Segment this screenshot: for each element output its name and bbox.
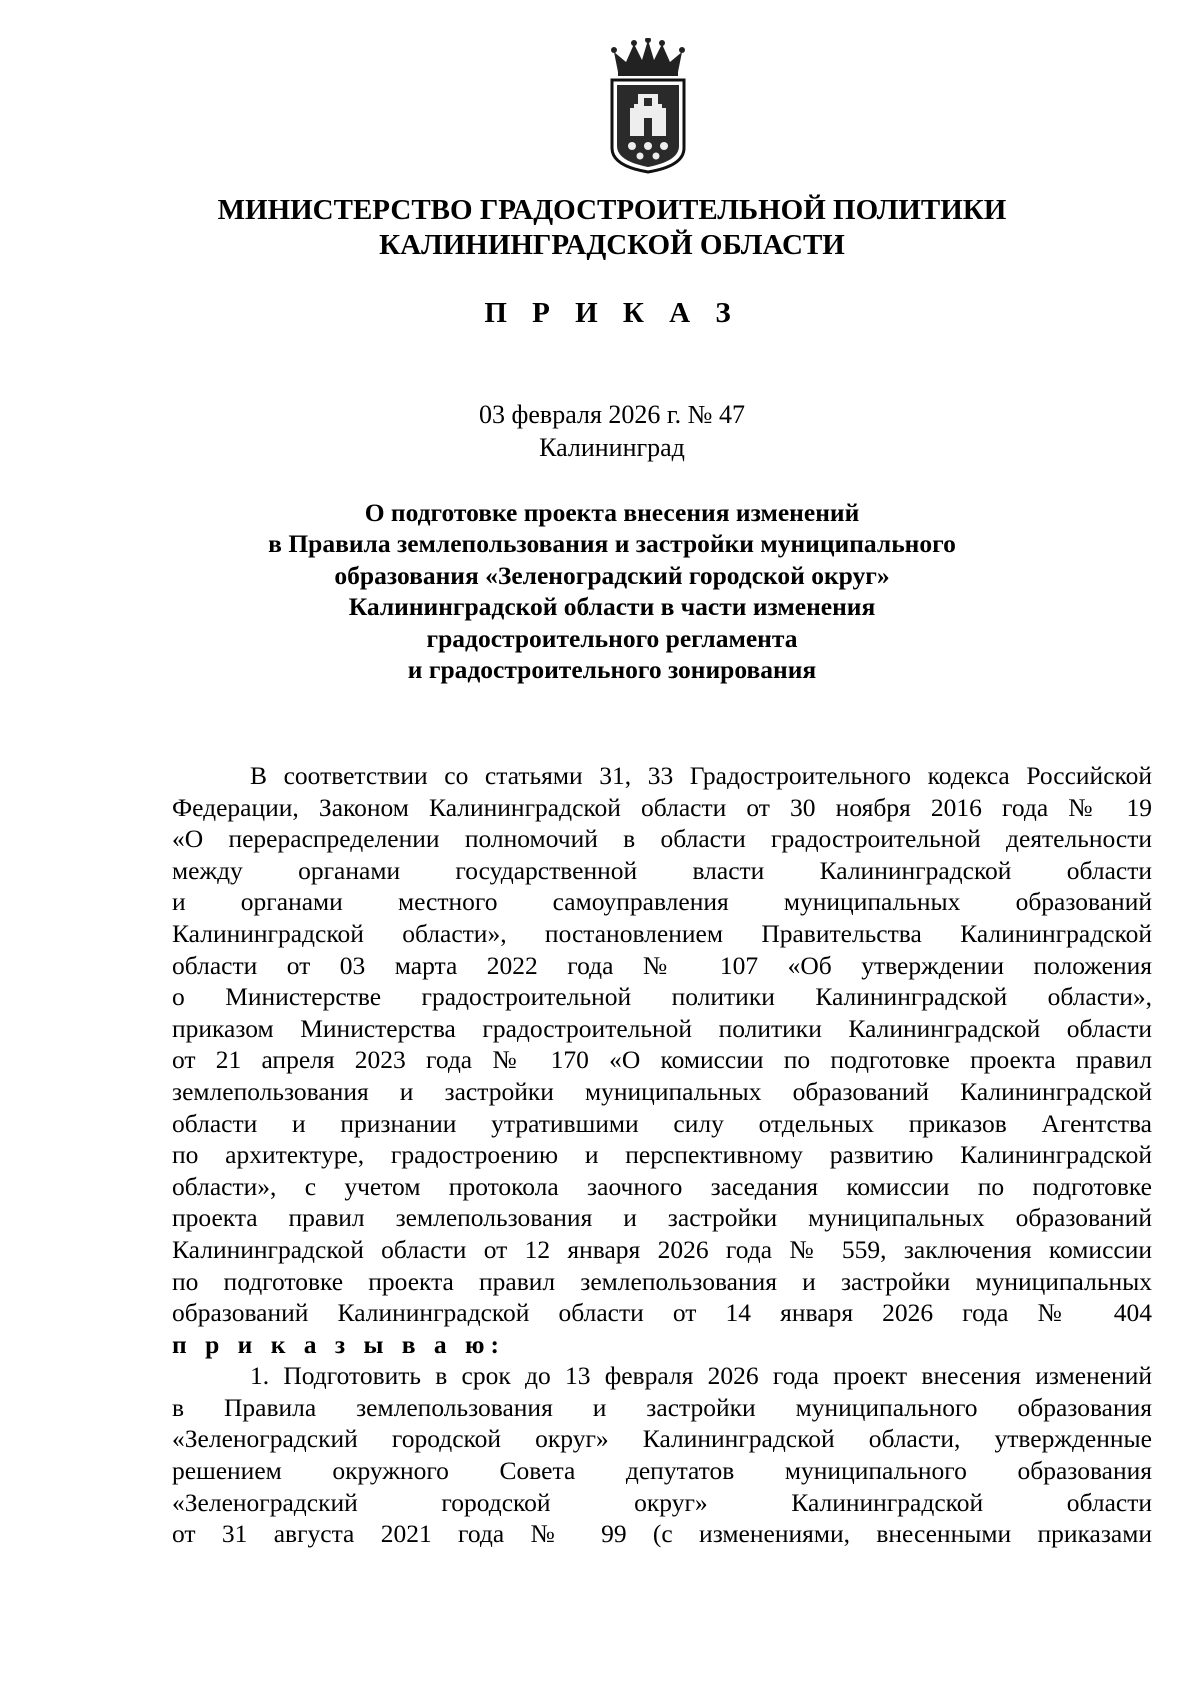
ministry-name [0,193,1200,263]
item-1-line: 1. Подготовить в срок до 13 февраля 2026 года проект внесения изменений [250,1361,1152,1391]
item-1-line: от 31 августа 2021 года № 99 (с изменениями, внесенными приказами [172,1519,1152,1549]
subject-line: градостроительного регламента [426,623,798,653]
preamble-line: Калининградской области», постановлением Правительства Калининградской [172,918,1152,948]
subject-line: образования «Зеленоградский городской округ» [334,560,890,590]
preamble-line: В соответствии со статьями 31, 33 Градостроительного кодекса Российской [250,761,1152,790]
preamble-line: приказом Министерства градостроительной политики Калининградской области [172,1013,1152,1043]
preamble-line: о Министерстве градостроительной политики Калининградской области», [172,982,1152,1012]
preamble-line: области и признании утратившими силу отдельных приказов Агентства [172,1108,1152,1138]
item-1-line: «Зеленоградский городской округ» Калининградской области [172,1487,1152,1517]
preamble-line: от 21 апреля 2023 года № 170 «О комиссии по подготовке проекта правил [172,1045,1152,1075]
item-1-line: «Зеленоградский городской округ» Калининградской области, утвержденные [172,1424,1152,1454]
order-word-text: п р и к а з ы в а ю: [172,1329,506,1359]
preamble-line: проекта правил землепользования и застройки муниципальных образований [172,1203,1152,1233]
subject-line: в Правила землепользования и застройки муниципального [268,529,956,559]
order-word [172,1329,1152,1361]
subject-line: О подготовке проекта внесения изменений [364,498,860,527]
date-and-number: 03 февраля 2026 г. № 47 [479,400,745,429]
subject-line: и градостроительного зонирования [407,655,817,685]
preamble-line: Калининградской области от 12 января 2026 года № 559, заключения комиссии [172,1234,1152,1264]
document-type: П Р И К А З [484,297,740,329]
ministry-name-line-2: КАЛИНИНГРАДСКОЙ ОБЛАСТИ [379,229,845,261]
preamble-line: по архитектуре, градостроению и перспективному развитию Калининградской [172,1140,1152,1170]
document-body [172,760,1152,1550]
preamble-line: образований Калининградской области от 14 января 2026 года № 404 [172,1298,1152,1328]
item-1-line: в Правила землепользования и застройки муниципального образования [172,1392,1152,1422]
preamble-line: и органами местного самоуправления муниципальных образований [172,887,1152,917]
preamble-line: по подготовке проекта правил землепользования и застройки муниципальных [172,1266,1152,1296]
subject-line: Калининградской области в части изменения [348,592,876,622]
preamble-line: Федерации, Законом Калининградской области от 30 ноября 2016 года № 19 [172,792,1152,822]
preamble-line: области», с учетом протокола заочного заседания комиссии по подготовке [172,1171,1152,1201]
document-subject [0,497,1200,685]
coat-of-arms-icon [604,38,692,174]
preamble-line: между органами государственной власти Калининградской области [172,855,1152,885]
preamble-line: области от 03 марта 2022 года № 107 «Об утверждении положения [172,950,1152,980]
preamble-line: землепользования и застройки муниципальных образований Калининградской [172,1076,1152,1106]
preamble-line: «О перераспределении полномочий в области градостроительной деятельности [172,824,1152,854]
ministry-name-line-1: МИНИСТЕРСТВО ГРАДОСТРОИТЕЛЬНОЙ ПОЛИТИКИ [217,194,1007,226]
city: Калининград [539,433,685,462]
item-1-line: решением окружного Совета депутатов муниципального образования [172,1456,1152,1486]
